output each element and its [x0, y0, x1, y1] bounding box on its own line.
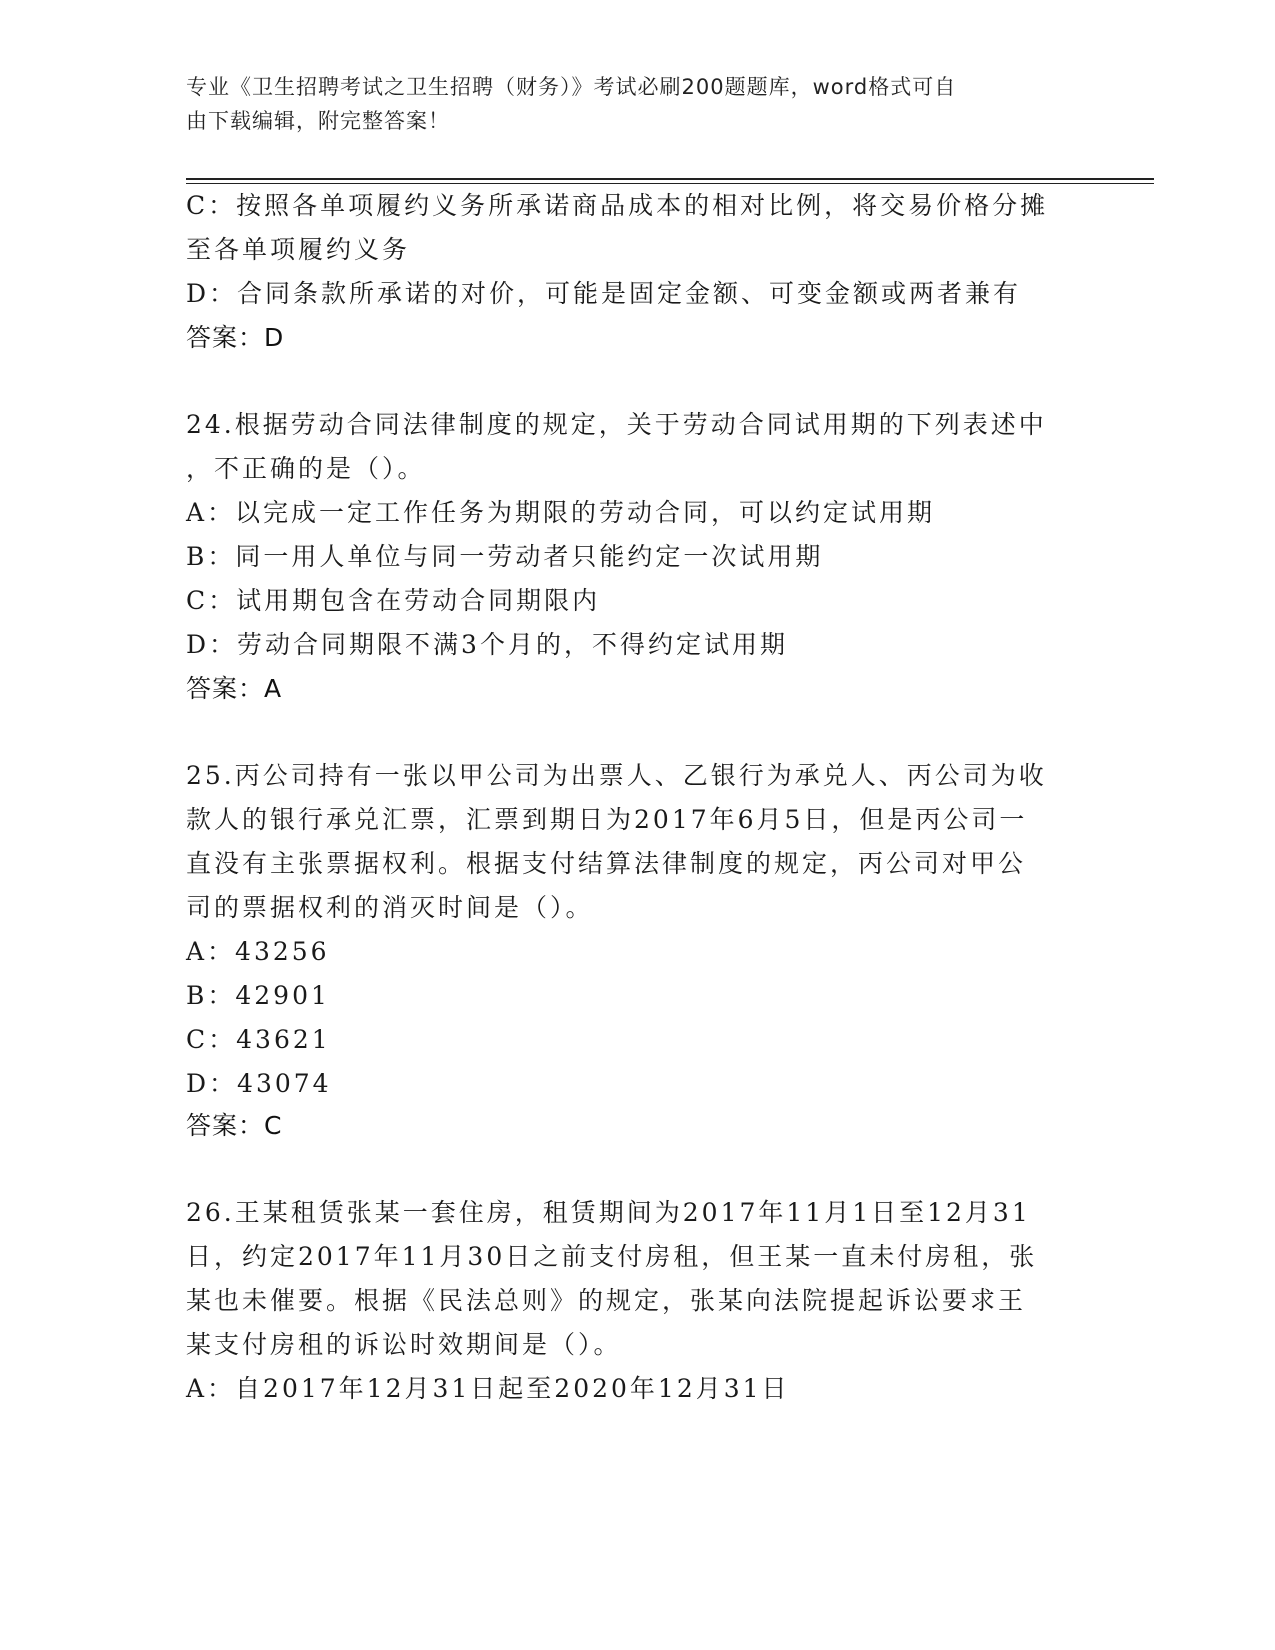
q25-stem-line-3: 直没有主张票据权利。根据支付结算法律制度的规定，丙公司对甲公: [186, 849, 1027, 878]
header-rule-thick: [186, 178, 1154, 180]
q24-option-d: D：劳动合同期限不满3个月的，不得约定试用期: [186, 630, 788, 659]
prev-option-d: D：合同条款所承诺的对价，可能是固定金额、可变金额或两者兼有: [186, 279, 1022, 308]
q25-option-c: C：43621: [186, 1025, 331, 1054]
q25-answer: 答案：C: [186, 1111, 283, 1140]
prev-answer: 答案：D: [186, 323, 285, 352]
header-line-1: 专业《卫生招聘考试之卫生招聘（财务）》考试必刷200题题库，word格式可自: [186, 75, 957, 99]
q26-stem-line-2: 日，约定2017年11月30日之前支付房租，但王某一直未付房租，张: [186, 1242, 1038, 1271]
q25-stem-line-2: 款人的银行承兑汇票，汇票到期日为2017年6月5日，但是丙公司一: [186, 805, 1028, 834]
q25-option-d: D：43074: [186, 1069, 332, 1098]
q25-option-b: B：42901: [186, 981, 330, 1010]
q24-answer: 答案：A: [186, 674, 283, 703]
prev-option-c-line-1: C：按照各单项履约义务所承诺商品成本的相对比例，将交易价格分摊: [186, 191, 1049, 220]
q26-stem-line-3: 某也未催要。根据《民法总则》的规定，张某向法院提起诉讼要求王: [186, 1286, 1027, 1315]
q24-stem-line-2: ，不正确的是（）。: [186, 454, 426, 483]
header-rule-thin: [186, 183, 1154, 184]
q24-option-c: C：试用期包含在劳动合同期限内: [186, 586, 601, 615]
q26-stem-line-4: 某支付房租的诉讼时效期间是（）。: [186, 1330, 622, 1359]
prev-option-c-line-2: 至各单项履约义务: [186, 235, 411, 264]
document-header: [186, 70, 1066, 138]
q25-option-a: A：43256: [186, 937, 330, 966]
q25-stem-line-1: 25.丙公司持有一张以甲公司为出票人、乙银行为承兑人、丙公司为收: [186, 761, 1047, 790]
q24-stem-line-1: 24.根据劳动合同法律制度的规定，关于劳动合同试用期的下列表述中: [186, 410, 1047, 439]
q26-option-a: A：自2017年12月31日起至2020年12月31日: [186, 1374, 790, 1403]
q26-stem-line-1: 26.王某租赁张某一套住房，租赁期间为2017年11月1日至12月31: [186, 1198, 1031, 1227]
q24-option-a: A：以完成一定工作任务为期限的劳动合同，可以约定试用期: [186, 498, 936, 527]
q25-stem-line-4: 司的票据权利的消灭时间是（）。: [186, 893, 594, 922]
q24-option-b: B：同一用人单位与同一劳动者只能约定一次试用期: [186, 542, 824, 571]
header-line-2: 由下载编辑，附完整答案！: [186, 109, 450, 133]
